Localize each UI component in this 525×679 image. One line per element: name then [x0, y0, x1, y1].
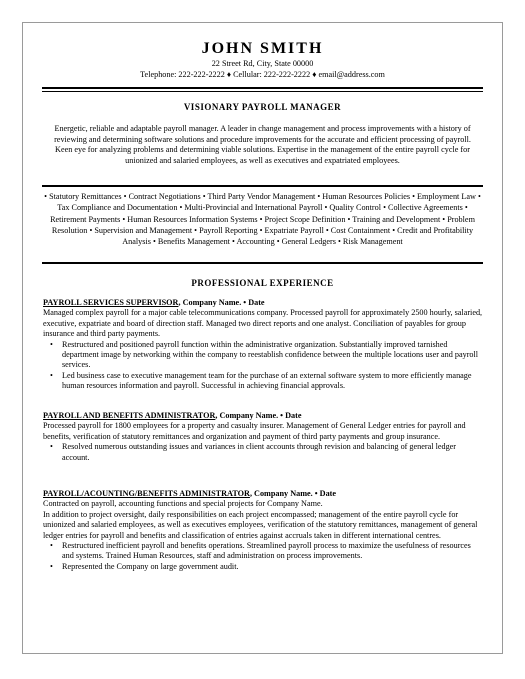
address-line: 22 Street Rd, City, State 00000 [211, 59, 314, 68]
contact-line: Telephone: 222-222-2222 ♦ Cellular: 222-222-2222 ♦ email@address.com [140, 70, 385, 79]
job-company: , Company Name. • Date [249, 489, 337, 498]
job-title: PAYROLL/ACOUNTING/BENEFITS ADMINISTRATOR [43, 489, 250, 498]
job-description-extended: In addition to project oversight, daily responsibilities on each project encompassed; management of the entire payroll cycle for unionized and salaried employees, as well as executives employees, verification of the statutory remittances, management of general ledger entries for payroll and benefits and classification of entries against accruals taken in different international centres. [43, 509, 478, 540]
section-title: PROFESSIONAL EXPERIENCE [191, 278, 334, 288]
job-title: PAYROLL SERVICES SUPERVISOR [43, 298, 179, 307]
skills-divider-top [42, 185, 483, 187]
job-bullet: • Restructured and positioned payroll function within the administrative organization. Substantially improved tarnished department image by networking within the company to reestablish confidence between the multiple locations user and payroll services. [43, 340, 483, 371]
job-entry [43, 411, 483, 463]
job-entry [43, 298, 483, 392]
job-company: , Company Name. • Date [178, 298, 265, 307]
job-bullet: • Represented the Company on large government audit. [43, 562, 483, 572]
job-bullet: • Restructured inefficient payroll and benefits operations. Streamlined payroll process to maximize the usefulness of resources and systems. Trained Human Resources, staff and administration on process improvements. [43, 541, 483, 562]
header-divider-thin [42, 91, 483, 92]
job-bullets [43, 340, 483, 392]
header-divider-thick [42, 87, 483, 89]
job-bullets [43, 541, 483, 572]
skills-list: • Statutory Remittances • Contract Negotiations • Third Party Vendor Management • Human Resources Policies • Employment Law • Tax Compliance and Documentation • Multi-Provincial and International Payroll • Quality Control • Collective Agreements • Retirement Payments • Human Resources Information Systems • Project Scope Definition • Training and Development • Problem Resolution • Supervision and Management • Payroll Reporting • Expatriate Payroll • Cost Containment • Credit and Profitability Analysis • Benefits Management • Accounting • General Ledgers • Risk Management [44, 192, 481, 247]
job-heading [43, 411, 483, 421]
job-company: , Company Name. • Date [215, 411, 302, 420]
candidate-name: JOHN SMITH [201, 40, 324, 57]
job-description: Managed complex payroll for a major cable telecommunications company. Processed payroll for approximately 2500 hourly, salaried, executive, expatriate and board of direction staff. Managed two direct reports and one analyst. Conciliation of payables for group insurance and third party payments. [43, 308, 483, 339]
summary-paragraph: Energetic, reliable and adaptable payroll manager. A leader in change management and process improvements with a history of reviewing and determining software solutions and procedure improvements for the accurate and efficient processing of payroll. Keen eye for analyzing problems and determining viable solutions. Expertise in the management of the entire payroll cycle for unionized and salaried employees, as well as executives and expatriated employees. [54, 124, 471, 165]
job-bullet: • Resolved numerous outstanding issues and variances in client accounts through revision and balancing of general ledger account. [43, 442, 483, 463]
job-entry [43, 489, 483, 572]
job-heading [43, 298, 483, 308]
job-title: PAYROLL AND BENEFITS ADMINISTRATOR [43, 411, 216, 420]
job-description: Contracted on payroll, accounting functions and special projects for Company Name. [43, 499, 323, 509]
job-bullet: • Led business case to executive management team for the purchase of an external software system to more efficiently manage human resources information and payroll. Successful in achieving financial approvals. [43, 371, 483, 392]
target-title: VISIONARY PAYROLL MANAGER [183, 102, 342, 112]
job-heading [43, 489, 483, 499]
skills-divider-bottom [42, 262, 483, 264]
job-description: Processed payroll for 1800 employees for a property and casualty insurer. Management of General Ledger entries for payroll and benefits, verification of statutory remittances and organization and payment of third party payments and group insurance. [43, 421, 466, 441]
job-bullets [43, 442, 483, 463]
